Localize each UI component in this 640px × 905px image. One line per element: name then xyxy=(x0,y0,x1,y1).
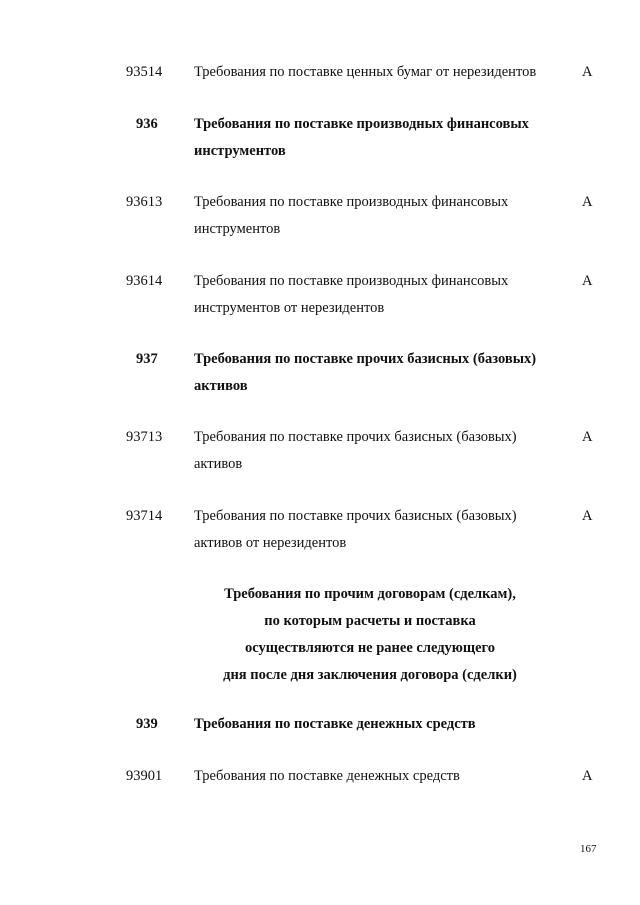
account-title-line: Требования по поставке денежных средств xyxy=(194,768,460,784)
account-title xyxy=(194,268,574,322)
account-group-title xyxy=(194,346,574,400)
account-title-line: Требования по поставке прочих базисных (базовых) xyxy=(194,508,517,524)
account-type-mark: А xyxy=(582,768,593,784)
account-title xyxy=(194,189,574,243)
account-code: 93901 xyxy=(126,768,163,784)
account-title xyxy=(194,59,574,86)
account-title-line: активов xyxy=(194,456,243,472)
section-heading xyxy=(170,581,570,689)
account-title-line: Требования по поставке ценных бумаг от нерезидентов xyxy=(194,64,537,80)
account-code: 93714 xyxy=(126,508,163,524)
account-title-line: инструментов от нерезидентов xyxy=(194,300,385,316)
account-type-mark: А xyxy=(582,429,593,445)
page-number: 167 xyxy=(580,843,597,855)
account-type-mark: А xyxy=(582,64,593,80)
account-title-line: Требования по поставке денежных средств xyxy=(194,716,476,732)
account-type-mark: А xyxy=(582,273,593,289)
section-heading-line: осуществляются не ранее следующего xyxy=(244,640,496,656)
account-group-title xyxy=(194,111,574,165)
section-heading-line: дня после дня заключения договора (сделки) xyxy=(223,667,517,683)
account-title xyxy=(194,424,574,478)
account-title-line: активов xyxy=(194,378,248,394)
account-type-mark: А xyxy=(582,508,593,524)
account-code: 93713 xyxy=(126,429,163,445)
account-title-line: Требования по поставке производных финансовых xyxy=(194,116,529,132)
account-title-line: Требования по поставке производных финансовых xyxy=(194,273,509,289)
account-group-title xyxy=(194,711,574,738)
account-title-line: активов от нерезидентов xyxy=(194,535,347,551)
account-code: 93614 xyxy=(126,273,163,289)
account-title xyxy=(194,763,574,790)
account-group-code: 936 xyxy=(136,116,158,132)
account-type-mark: А xyxy=(582,194,593,210)
account-group-code: 939 xyxy=(136,716,158,732)
account-code: 93613 xyxy=(126,194,163,210)
account-title-line: Требования по поставке прочих базисных (базовых) xyxy=(194,429,517,445)
account-title-line: Требования по поставке производных финансовых xyxy=(194,194,509,210)
section-heading-line: Требования по прочим договорам (сделкам), xyxy=(224,586,516,602)
account-title-line: Требования по поставке прочих базисных (базовых) xyxy=(194,351,537,367)
account-title-line: инструментов xyxy=(194,221,281,237)
section-heading-line: по которым расчеты и поставка xyxy=(264,613,476,629)
account-title-line: инструментов xyxy=(194,143,286,159)
account-group-code: 937 xyxy=(136,351,158,367)
account-code: 93514 xyxy=(126,64,163,80)
account-title xyxy=(194,503,574,557)
